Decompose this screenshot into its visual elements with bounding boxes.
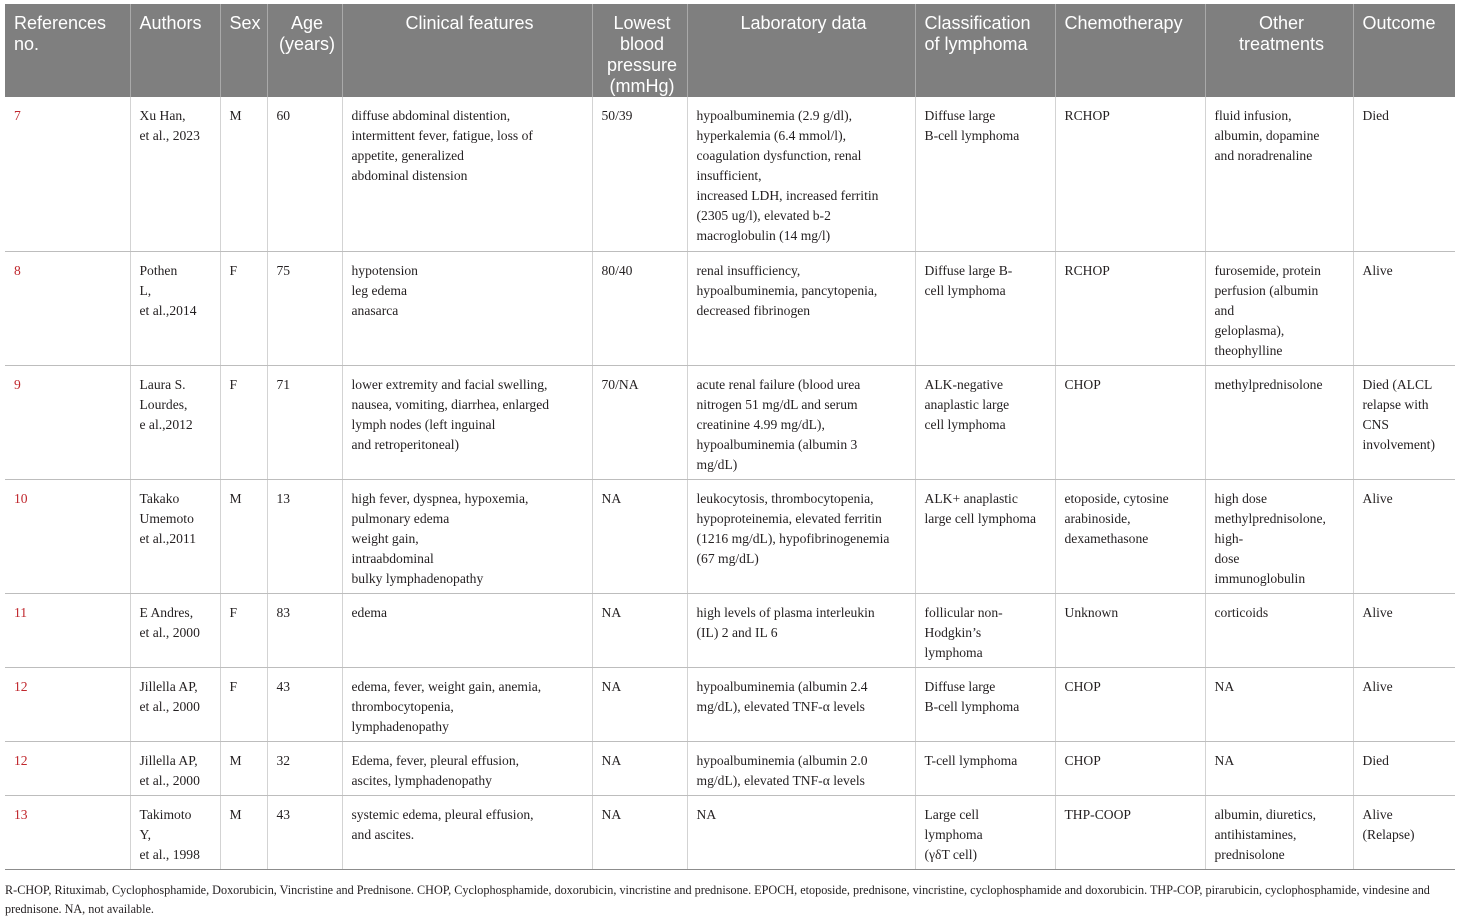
- cell-laboratory-data: NA: [687, 795, 915, 869]
- cell-sex: M: [220, 479, 267, 593]
- cell-clinical-features: diffuse abdominal distention, intermittent fever, fatigue, loss of appetite, generalized abdominal distension: [342, 97, 592, 251]
- cell-sex: F: [220, 667, 267, 741]
- cell-sex: M: [220, 795, 267, 869]
- cell-chemotherapy: RCHOP: [1055, 251, 1205, 365]
- table-row: [5, 251, 1455, 365]
- cell-authors: Laura S. Lourdes, e al.,2012: [130, 365, 220, 479]
- cell-classification: Diffuse large B-cell lymphoma: [915, 667, 1055, 741]
- cell-outcome: Alive (Relapse): [1353, 795, 1455, 869]
- cell-chemotherapy: etoposide, cytosine arabinoside, dexamethasone: [1055, 479, 1205, 593]
- case-table-container: [5, 4, 1455, 870]
- cell-clinical-features: edema: [342, 593, 592, 667]
- cell-classification: Diffuse large B-cell lymphoma: [915, 97, 1055, 251]
- cell-reference-no: 12: [5, 667, 130, 741]
- cell-chemotherapy: THP-COOP: [1055, 795, 1205, 869]
- cell-authors: Pothen L, et al.,2014: [130, 251, 220, 365]
- cell-laboratory-data: leukocytosis, thrombocytopenia, hypoproteinemia, elevated ferritin (1216 mg/dL), hypofibrinogenemia (67 mg/dL): [687, 479, 915, 593]
- cell-reference-no: 9: [5, 365, 130, 479]
- cell-other-treatments: fluid infusion, albumin, dopamine and noradrenaline: [1205, 97, 1353, 251]
- cell-sex: F: [220, 365, 267, 479]
- cell-chemotherapy: CHOP: [1055, 365, 1205, 479]
- cell-outcome: Died: [1353, 741, 1455, 795]
- cell-outcome: Alive: [1353, 251, 1455, 365]
- header-chemotherapy: Chemotherapy: [1055, 4, 1205, 97]
- cell-clinical-features: edema, fever, weight gain, anemia, thrombocytopenia, lymphadenopathy: [342, 667, 592, 741]
- cell-age: 83: [267, 593, 342, 667]
- cell-authors: Xu Han, et al., 2023: [130, 97, 220, 251]
- cell-authors: Jillella AP, et al., 2000: [130, 741, 220, 795]
- cell-clinical-features: Edema, fever, pleural effusion, ascites, lymphadenopathy: [342, 741, 592, 795]
- header-other-treatments: Other treatments: [1205, 4, 1353, 97]
- cell-chemotherapy: CHOP: [1055, 741, 1205, 795]
- cell-classification: Diffuse large B- cell lymphoma: [915, 251, 1055, 365]
- cell-other-treatments: furosemide, protein perfusion (albumin and geloplasma), theophylline: [1205, 251, 1353, 365]
- cell-chemotherapy: Unknown: [1055, 593, 1205, 667]
- cell-laboratory-data: renal insufficiency, hypoalbuminemia, pancytopenia, decreased fibrinogen: [687, 251, 915, 365]
- cell-clinical-features: high fever, dyspnea, hypoxemia, pulmonary edema weight gain, intraabdominal bulky lymphadenopathy: [342, 479, 592, 593]
- cell-age: 32: [267, 741, 342, 795]
- cell-lowest-bp: NA: [592, 479, 687, 593]
- cell-age: 60: [267, 97, 342, 251]
- cell-laboratory-data: hypoalbuminemia (albumin 2.4 mg/dL), elevated TNF-α levels: [687, 667, 915, 741]
- cell-authors: E Andres, et al., 2000: [130, 593, 220, 667]
- cell-chemotherapy: CHOP: [1055, 667, 1205, 741]
- table-row: [5, 667, 1455, 741]
- table-row: [5, 97, 1455, 251]
- cell-age: 43: [267, 667, 342, 741]
- cell-lowest-bp: NA: [592, 741, 687, 795]
- cell-laboratory-data: high levels of plasma interleukin (IL) 2 and IL 6: [687, 593, 915, 667]
- cell-other-treatments: NA: [1205, 667, 1353, 741]
- cell-reference-no: 7: [5, 97, 130, 251]
- cell-outcome: Alive: [1353, 479, 1455, 593]
- header-outcome: Outcome: [1353, 4, 1455, 97]
- header-row: [5, 4, 1455, 97]
- cell-classification: Large cell lymphoma (γδT cell): [915, 795, 1055, 869]
- cell-laboratory-data: hypoalbuminemia (albumin 2.0 mg/dL), elevated TNF-α levels: [687, 741, 915, 795]
- cell-other-treatments: corticoids: [1205, 593, 1353, 667]
- cell-reference-no: 10: [5, 479, 130, 593]
- cell-clinical-features: lower extremity and facial swelling, nausea, vomiting, diarrhea, enlarged lymph nodes (left inguinal and retroperitoneal): [342, 365, 592, 479]
- cell-age: 75: [267, 251, 342, 365]
- cell-lowest-bp: 50/39: [592, 97, 687, 251]
- table-row: [5, 795, 1455, 869]
- header-clinical-features: Clinical features: [342, 4, 592, 97]
- cell-age: 13: [267, 479, 342, 593]
- table-row: [5, 593, 1455, 667]
- cell-classification: T-cell lymphoma: [915, 741, 1055, 795]
- cell-laboratory-data: hypoalbuminemia (2.9 g/dl), hyperkalemia (6.4 mmol/l), coagulation dysfunction, renal insufficient, increased LDH, increased ferritin (2305 ug/l), elevated b-2 macroglobulin (14 mg/l): [687, 97, 915, 251]
- cell-reference-no: 8: [5, 251, 130, 365]
- cell-reference-no: 13: [5, 795, 130, 869]
- cell-classification: ALK-negative anaplastic large cell lymphoma: [915, 365, 1055, 479]
- cell-age: 43: [267, 795, 342, 869]
- cell-other-treatments: high dose methylprednisolone, high- dose immunoglobulin: [1205, 479, 1353, 593]
- header-lowest-blood-pressure: Lowest blood pressure (mmHg): [592, 4, 687, 97]
- cell-sex: M: [220, 741, 267, 795]
- table-footnote: R-CHOP, Rituximab, Cyclophosphamide, Doxorubicin, Vincristine and Prednisone. CHOP, Cyclophosphamide, doxorubicin, vincristine and prednisone. EPOCH, etoposide, prednisone, vincristine, cyclophosphamide and doxorubicin. THP-COP, pirarubicin, cyclophosphamide, vindesine and prednisone. NA, not available.: [5, 883, 1430, 916]
- cell-outcome: Alive: [1353, 667, 1455, 741]
- table-body: [5, 97, 1455, 869]
- header-sex: Sex: [220, 4, 267, 97]
- cell-reference-no: 12: [5, 741, 130, 795]
- table-row: [5, 365, 1455, 479]
- header-classification: Classification of lymphoma: [915, 4, 1055, 97]
- cell-lowest-bp: NA: [592, 795, 687, 869]
- cell-authors: Jillella AP, et al., 2000: [130, 667, 220, 741]
- header-references-no: References no.: [5, 4, 130, 97]
- cell-lowest-bp: 80/40: [592, 251, 687, 365]
- cell-authors: Takako Umemoto et al.,2011: [130, 479, 220, 593]
- table-row: [5, 741, 1455, 795]
- cell-outcome: Died (ALCL relapse with CNS involvement): [1353, 365, 1455, 479]
- table-row: [5, 479, 1455, 593]
- cell-lowest-bp: NA: [592, 667, 687, 741]
- cell-sex: F: [220, 251, 267, 365]
- cell-lowest-bp: 70/NA: [592, 365, 687, 479]
- cell-other-treatments: albumin, diuretics, antihistamines, prednisolone: [1205, 795, 1353, 869]
- cell-laboratory-data: acute renal failure (blood urea nitrogen 51 mg/dL and serum creatinine 4.99 mg/dL), hypoalbuminemia (albumin 3 mg/dL): [687, 365, 915, 479]
- cell-other-treatments: NA: [1205, 741, 1353, 795]
- cell-other-treatments: methylprednisolone: [1205, 365, 1353, 479]
- cell-age: 71: [267, 365, 342, 479]
- cell-classification: ALK+ anaplastic large cell lymphoma: [915, 479, 1055, 593]
- cell-sex: M: [220, 97, 267, 251]
- cell-reference-no: 11: [5, 593, 130, 667]
- cell-chemotherapy: RCHOP: [1055, 97, 1205, 251]
- header-laboratory-data: Laboratory data: [687, 4, 915, 97]
- cell-sex: F: [220, 593, 267, 667]
- cell-classification: follicular non- Hodgkin’s lymphoma: [915, 593, 1055, 667]
- header-authors: Authors: [130, 4, 220, 97]
- cell-clinical-features: systemic edema, pleural effusion, and ascites.: [342, 795, 592, 869]
- case-reports-table: [5, 4, 1455, 870]
- cell-lowest-bp: NA: [592, 593, 687, 667]
- cell-outcome: Alive: [1353, 593, 1455, 667]
- header-age: Age (years): [267, 4, 342, 97]
- cell-authors: Takimoto Y, et al., 1998: [130, 795, 220, 869]
- cell-clinical-features: hypotension leg edema anasarca: [342, 251, 592, 365]
- cell-outcome: Died: [1353, 97, 1455, 251]
